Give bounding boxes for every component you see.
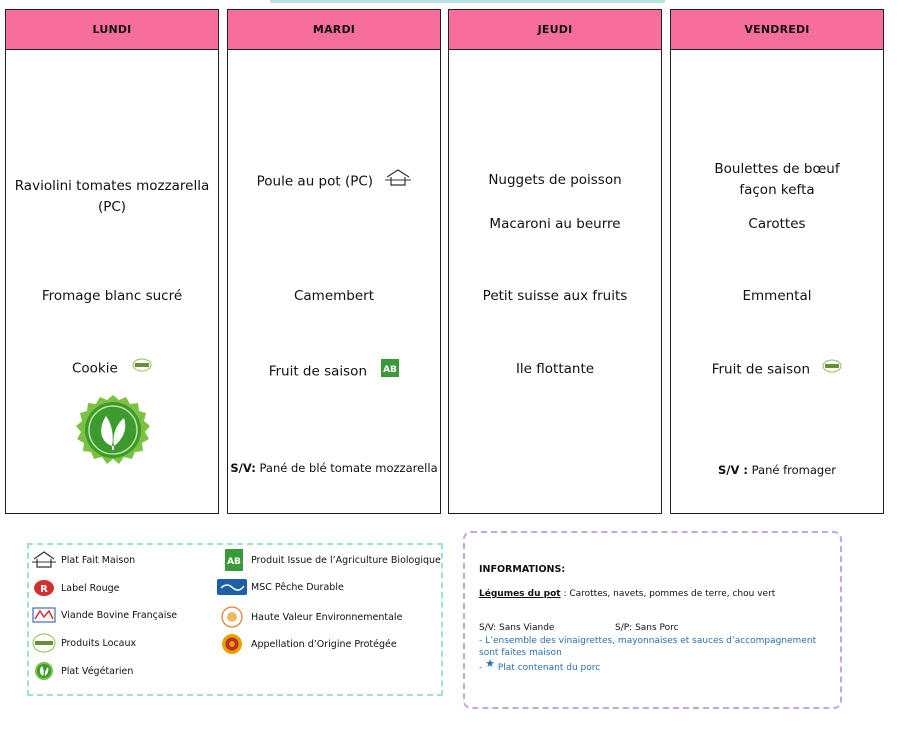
- dessert-label: Fruit de saison: [268, 363, 367, 380]
- dairy-dish: Emmental: [742, 288, 812, 304]
- sans-viande-note: S/V: Sans Viande: [479, 623, 555, 633]
- dessert-dish: [671, 359, 883, 381]
- informations-panel: [463, 531, 842, 709]
- dessert-dish: [228, 359, 440, 384]
- main-dish-line2: (PC): [97, 199, 127, 215]
- main-dish: Nuggets de poisson: [488, 172, 622, 188]
- legend-label: Plat Fait Maison: [61, 554, 136, 566]
- day-header: JEUDI: [449, 10, 661, 50]
- produits-locaux-icon: [132, 358, 152, 379]
- legend-item-msc: [217, 579, 344, 595]
- legend-item-hve: [217, 606, 402, 628]
- labels-legend: [27, 543, 443, 696]
- day-header: LUNDI: [6, 10, 218, 50]
- vegetarian-leaf-icon: [31, 661, 57, 681]
- dairy-dish: Fromage blanc sucré: [41, 288, 183, 304]
- legend-item-vegetarien: [31, 661, 133, 681]
- agriculture-biologique-icon: [221, 549, 247, 571]
- dessert-label: Cookie: [71, 360, 118, 377]
- porc-note-text: Plat contenant du porc: [497, 663, 601, 673]
- fait-maison-house-icon: [31, 551, 57, 569]
- haute-valeur-environnementale-icon: [217, 606, 247, 628]
- produits-locaux-icon: [822, 359, 842, 380]
- legumes-text: : Carottes, navets, pommes de terre, chou vert: [560, 589, 776, 599]
- info-title: INFORMATIONS:: [479, 564, 566, 575]
- legumes-label: Légumes du pot: [479, 589, 561, 599]
- fait-maison-sauces-note: - L’ensemble des vinaigrettes, mayonnaises et sauces d’accompagnement sont faites maison: [479, 636, 817, 658]
- legend-item-agriculture-biologique: [221, 549, 441, 571]
- vegetarian-badge-icon: [72, 394, 154, 472]
- dessert-label: Fruit de saison: [711, 361, 810, 378]
- legend-label: Plat Végétarien: [61, 665, 134, 677]
- day-header: MARDI: [228, 10, 440, 50]
- agriculture-biologique-icon: [381, 359, 399, 384]
- msc-peche-durable-icon: [217, 579, 247, 595]
- aop-icon: [217, 633, 247, 655]
- legend-item-produits-locaux: [31, 633, 136, 653]
- legend-label: Haute Valeur Environnementale: [251, 611, 403, 623]
- sv-label: S/V :: [717, 463, 748, 477]
- svg-text:AB: AB: [227, 557, 241, 567]
- legend-item-label-rouge: [31, 579, 120, 597]
- sv-text: Pané de blé tomate mozzarella: [259, 461, 438, 475]
- svg-text:R: R: [40, 584, 48, 595]
- day-header: VENDREDI: [671, 10, 883, 50]
- day-column-lundi: [5, 9, 219, 514]
- main-dish-line1: Raviolini tomates mozzarella: [14, 178, 210, 194]
- viande-bovine-francaise-icon: [31, 607, 57, 623]
- main-dish-label: Poule au pot (PC): [256, 173, 374, 190]
- day-column-vendredi: [670, 9, 884, 514]
- porc-note: [479, 657, 601, 673]
- sans-porc-note: S/P: Sans Porc: [615, 623, 679, 633]
- star-icon: ★: [485, 657, 495, 670]
- sans-viande-option: [228, 461, 440, 475]
- dairy-dish: Petit suisse aux fruits: [482, 288, 628, 304]
- fait-maison-house-icon: [385, 169, 411, 194]
- legend-label: Viande Bovine Française: [61, 609, 178, 621]
- main-dish-line2: façon kefta: [739, 182, 815, 198]
- legend-label: MSC Pêche Durable: [251, 581, 344, 593]
- sans-viande-option: [671, 463, 883, 477]
- legend-item-aop: [217, 633, 397, 655]
- legend-label: Produit Issue de l’Agriculture Biologique: [251, 554, 441, 566]
- label-rouge-icon: [31, 579, 57, 597]
- sv-label: S/V:: [230, 461, 256, 475]
- side-dish: Macaroni au beurre: [489, 216, 621, 232]
- day-column-jeudi: [448, 9, 662, 514]
- main-dish-line1: Boulettes de bœuf: [714, 161, 840, 177]
- legumes-du-pot: [479, 589, 775, 599]
- sv-text: Pané fromager: [751, 463, 837, 477]
- porc-note-prefix: -: [479, 663, 486, 673]
- dairy-dish: Camembert: [293, 288, 375, 304]
- side-dish: Carottes: [748, 216, 806, 232]
- day-column-mardi: [227, 9, 441, 514]
- legend-label: Produits Locaux: [61, 637, 137, 649]
- produits-locaux-icon: [31, 633, 57, 653]
- legend-item-viande-bovine: [31, 607, 177, 623]
- legend-label: Label Rouge: [61, 582, 120, 594]
- main-dish: [6, 176, 218, 218]
- main-dish: [671, 159, 883, 201]
- legend-label: Appellation d’Origine Protégée: [251, 638, 397, 650]
- svg-text:AB: AB: [383, 365, 398, 375]
- top-decorative-line: [270, 0, 665, 3]
- dessert-dish: [6, 358, 218, 380]
- dessert-dish: Ile flottante: [515, 361, 595, 377]
- main-dish: [228, 169, 440, 194]
- legend-item-fait-maison: [31, 551, 135, 569]
